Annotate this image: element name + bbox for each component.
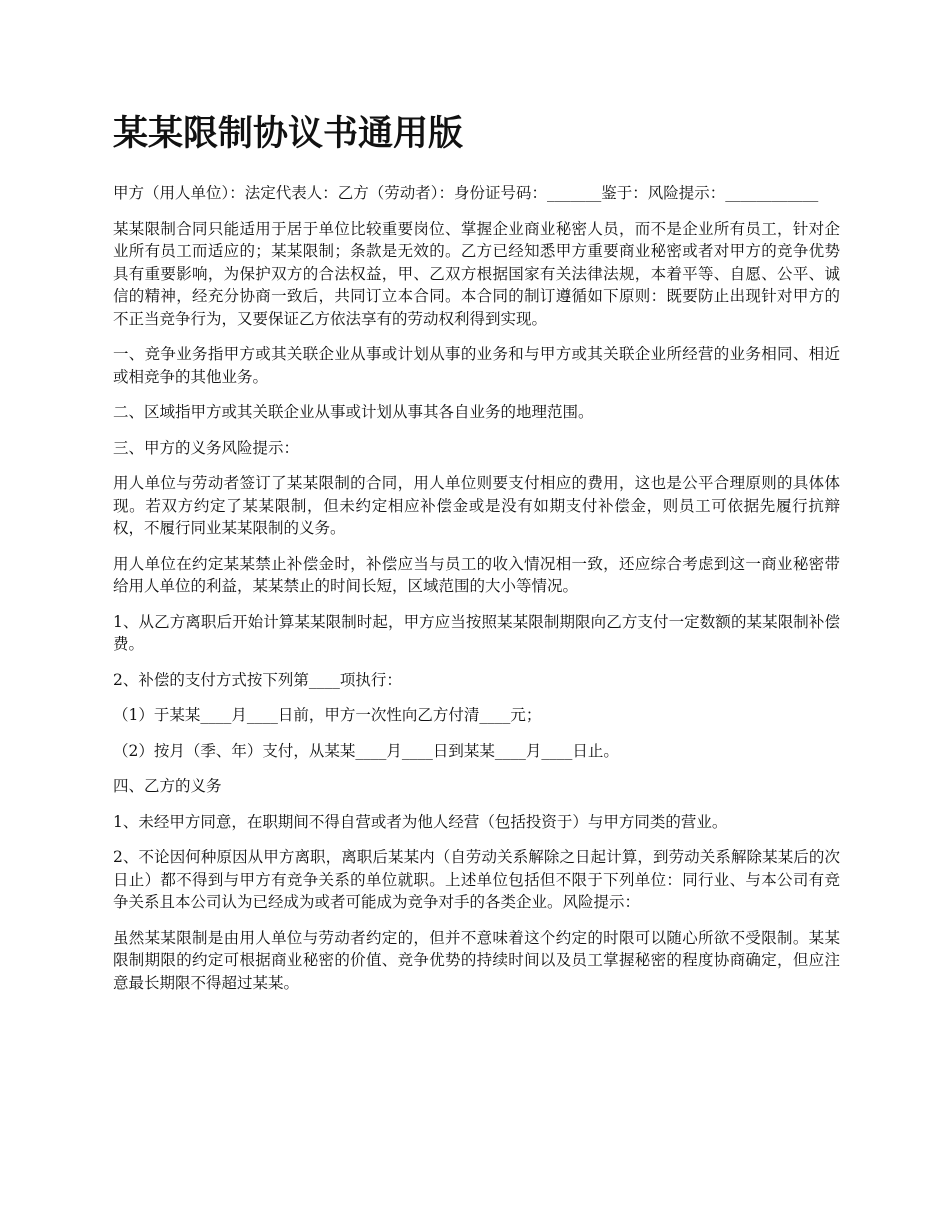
payment-option-lump-sum: （1）于某某____月____日前，甲方一次性向乙方付清____元；: [113, 706, 542, 724]
document-title: 某某限制协议书通用版: [113, 113, 464, 154]
risk-note-compensation-amount: 用人单位在约定某某禁止补偿金时，补偿应当与员工的收入情况相一致，还应综合考虑到这一商业秘密带给用人单位的利益，某某禁止的时间长短，区域范围的大小等情况。: [113, 554, 840, 595]
clause-competitive-business: 一、竞争业务指甲方或其关联企业从事或计划从事的业务和与甲方或其关联企业所经营的业务相同、相近或相竞争的其他业务。: [113, 345, 840, 386]
clause-compensation-start: 1、从乙方离职后开始计算某某限制时起，甲方应当按照某某限制期限向乙方支付一定数额的某某限制补偿费。: [113, 612, 840, 653]
payment-option-periodic: （2）按月（季、年）支付，从某某____月____日到某某____月____日止。: [113, 741, 619, 760]
section-party-b-obligations: 四、乙方的义务: [113, 777, 222, 795]
risk-note-time-limit: 虽然某某限制是由用人单位与劳动者约定的，但并不意味着这个约定的时限可以随心所欲不受限制。某某限制期限的约定可根据商业秘密的价值、竞争优势的持续时间以及员工掌握秘密的程度协商确定，但应注意最长期限不得超过某某。: [113, 928, 840, 992]
clause-payment-method: 2、补偿的支付方式按下列第____项执行：: [113, 670, 402, 689]
clause-region: 二、区域指甲方或其关联企业从事或计划从事其各自业务的地理范围。: [113, 403, 594, 421]
risk-note-compensation: 用人单位与劳动者签订了某某限制的合同，用人单位则要支付相应的费用，这也是公平合理原则的具体体现。若双方约定了某某限制，但未约定相应补偿金或是没有如期支付补偿金，则员工可依据先履行抗辩权，不履行同业某某限制的义务。: [113, 474, 840, 537]
clause-no-competing-business: 1、未经甲方同意，在职期间不得自营或者为他人经营（包括投资于）与甲方同类的营业。: [113, 812, 728, 831]
document-page: [113, 108, 840, 1007]
preamble-paragraph: 某某限制合同只能适用于居于单位比较重要岗位、掌握企业商业秘密人员，而不是企业所有员工，针对企业所有员工而适应的；某某限制；条款是无效的。乙方已经知悉甲方重要商业秘密或者对甲方的竞争优势具有重要影响，为保护双方的合法权益，甲、乙双方根据国家有关法律法规，本着平等、自愿、公平、诚信的精神，经充分协商一致后，共同订立本合同。本合同的制订遵循如下原则：既要防止出现针对甲方的不正当竞争行为，又要保证乙方依法享有的劳动权利得到实现。: [113, 219, 840, 328]
party-info-paragraph: 甲方（用人单位）：法定代表人：乙方（劳动者）：身份证号码：_______鉴于：风险提示：____________: [113, 184, 819, 202]
section-party-a-obligations: 三、甲方的义务风险提示：: [113, 438, 300, 457]
clause-post-employment-restriction: 2、不论因何种原因从甲方离职，离职后某某内（自劳动关系解除之日起计算，到劳动关系解除某某后的次日止）都不得到与甲方有竞争关系的单位就职。上述单位包括但不限于下列单位：同行业、与本公司有竞争关系且本公司认为已经成为或者可能成为竞争对手的各类企业。风险提示：: [113, 848, 840, 911]
